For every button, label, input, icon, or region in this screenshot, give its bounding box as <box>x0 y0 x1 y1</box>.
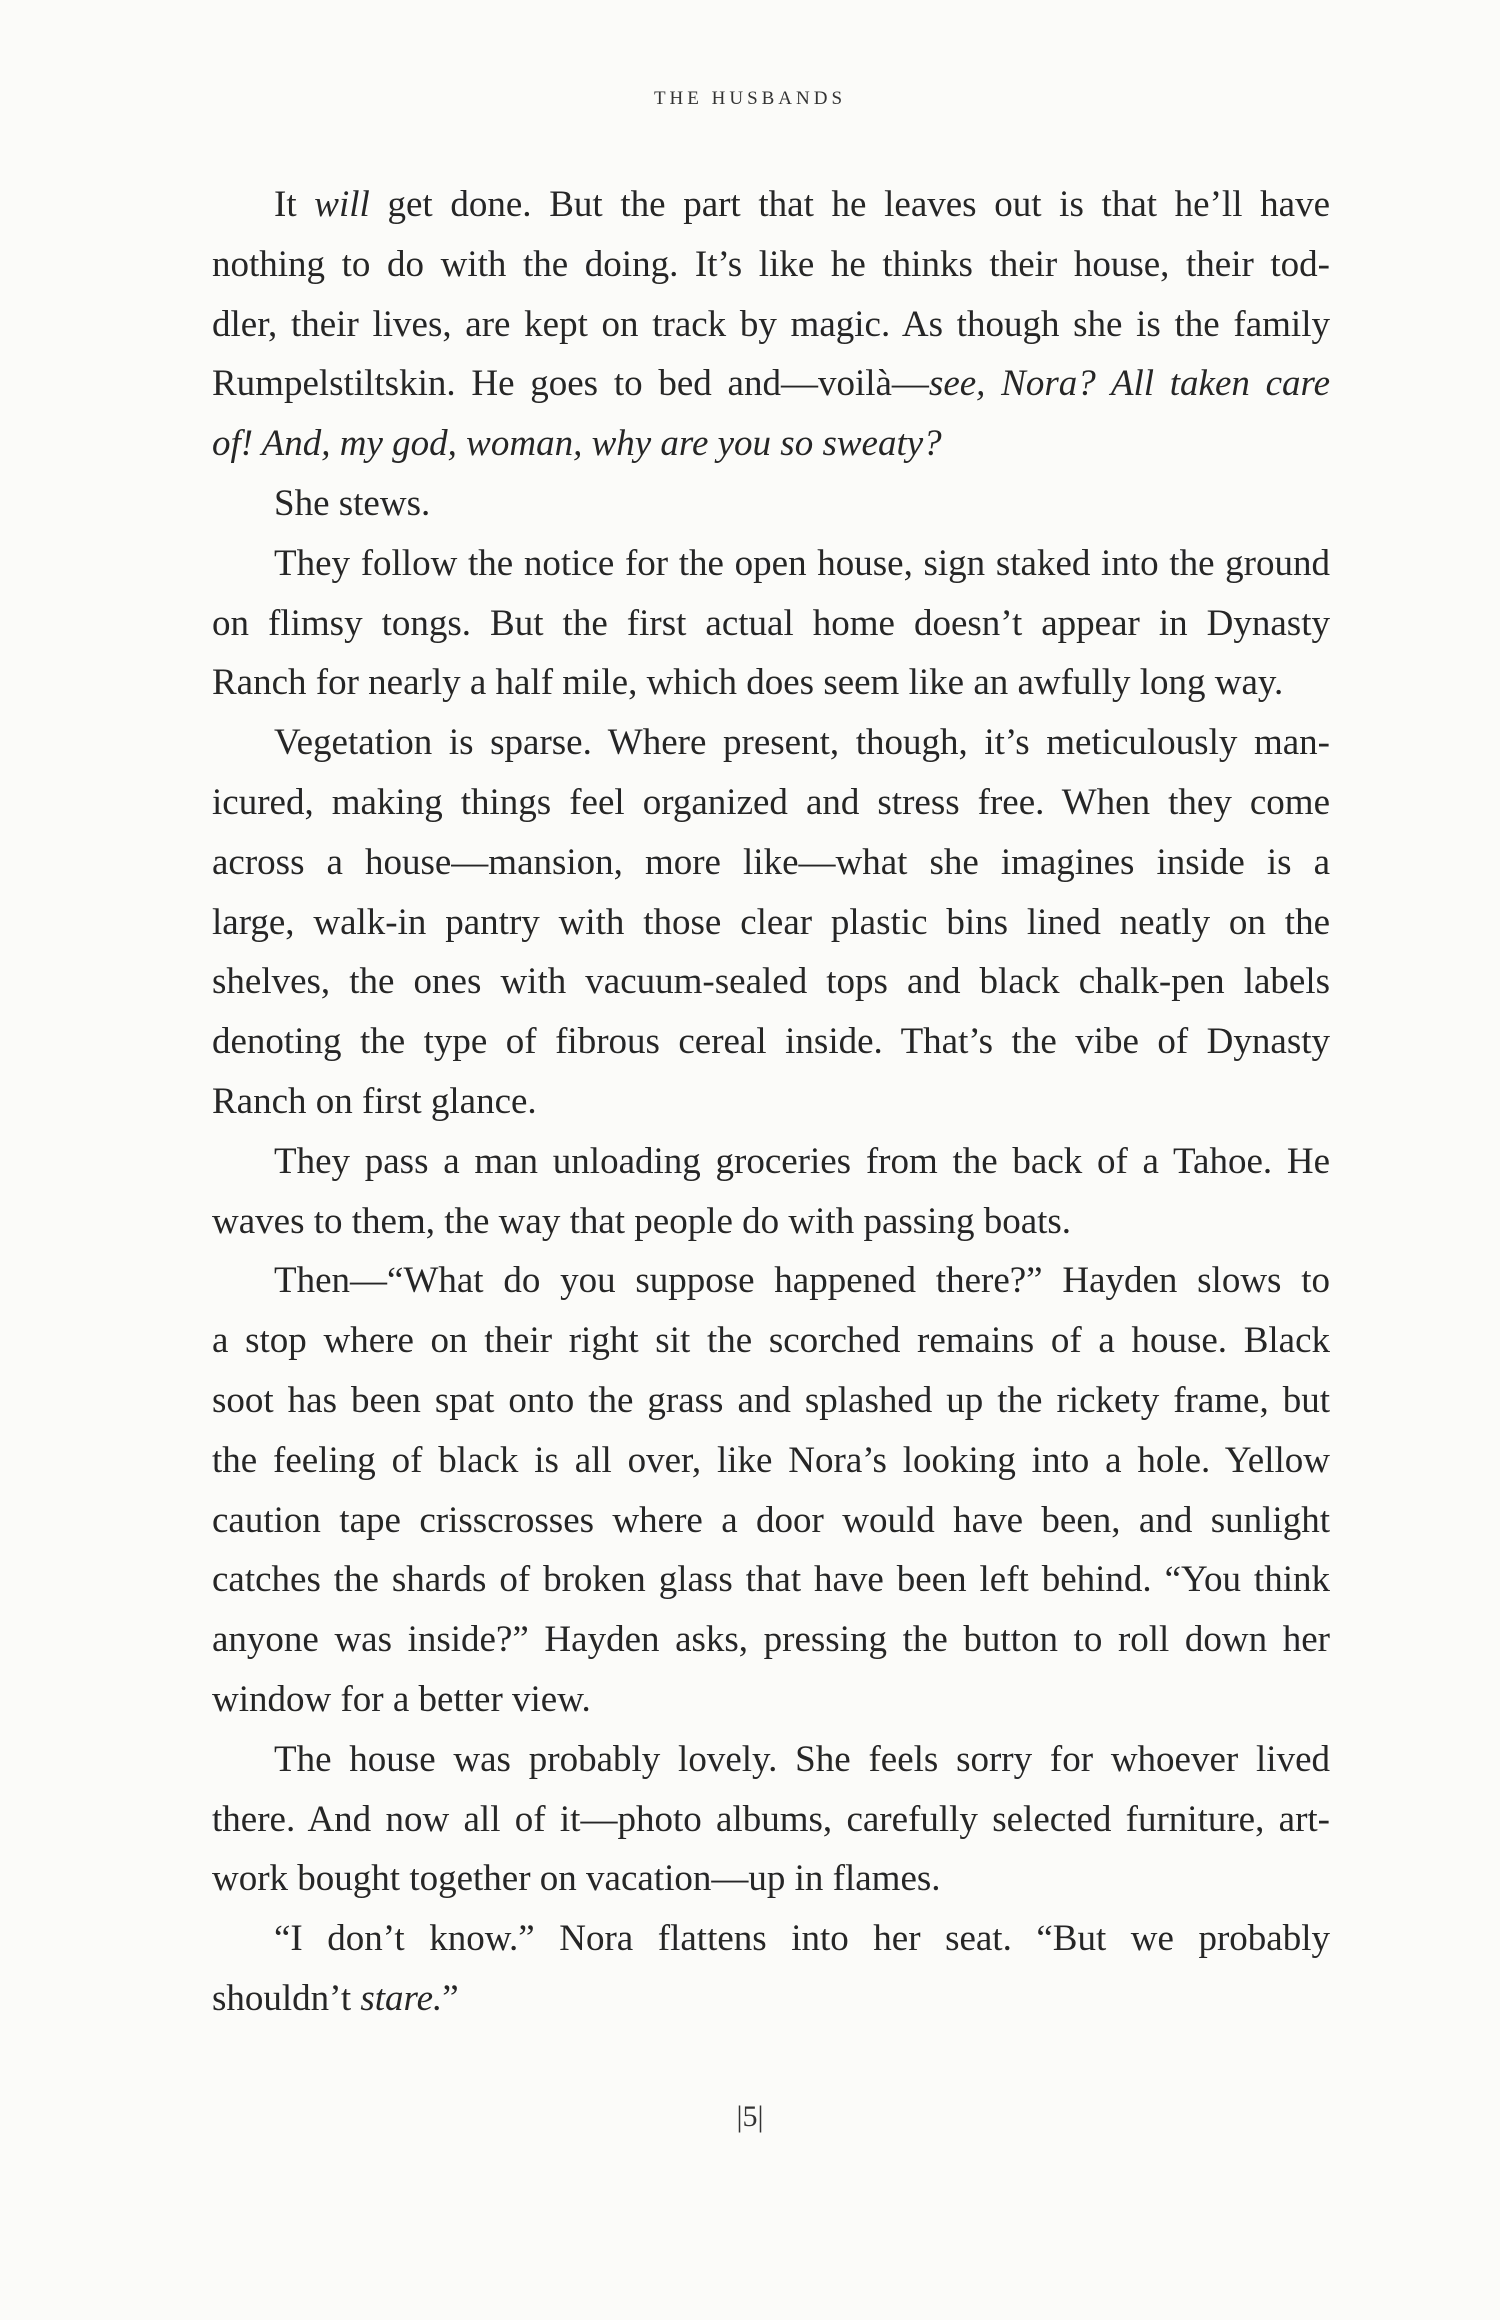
text-segment: “I don’t know.” Nora flattens into her seat. “But we probably <box>274 1918 1330 1960</box>
italic-text: will <box>314 184 370 225</box>
text-line <box>212 1849 1330 1909</box>
text-line <box>212 1431 1330 1491</box>
text-segment: across a house—mansion, more like—what she imagines inside is a <box>212 841 1330 883</box>
text-segment: Ranch for nearly a half mile, which does seem like an awfully long way. <box>212 662 1284 704</box>
text-segment: They pass a man unloading groceries from the back of a Tahoe. He <box>274 1140 1330 1182</box>
text-line <box>212 1072 1330 1132</box>
text-segment: get done. But the part that he leaves out is that he’ll have <box>369 184 1331 225</box>
text-line <box>212 1192 1330 1252</box>
text-segment: on flimsy tongs. But the first actual home doesn’t appear in Dynasty <box>212 602 1330 644</box>
text-segment: work bought together on vacation—up in flames. <box>212 1858 941 1900</box>
text-line <box>212 295 1330 355</box>
text-segment: nothing to do with the doing. It’s like he thinks their house, their tod- <box>212 243 1330 285</box>
text-segment: The house was probably lovely. She feels sorry for whoever lived <box>274 1738 1330 1780</box>
page-number: |5| <box>736 2100 764 2133</box>
text-segment: They follow the notice for the open house, sign staked into the ground <box>274 542 1330 584</box>
text-line <box>212 773 1330 833</box>
text-segment: a stop where on their right sit the scorched remains of a house. Black <box>212 1320 1330 1362</box>
text-segment: waves to them, the way that people do with passing boats. <box>212 1200 1072 1242</box>
text-segment: Vegetation is sparse. Where present, though, it’s meticulously man- <box>274 722 1330 764</box>
text-segment: Rumpelstiltskin. He goes to bed and—voilà— <box>212 363 929 405</box>
text-segment: caution tape crisscrosses where a door would have been, and sunlight <box>212 1499 1330 1541</box>
text-segment: Ranch on first glance. <box>212 1080 537 1122</box>
italic-text: stare. <box>360 1977 443 2019</box>
text-line <box>212 1790 1330 1850</box>
text-line <box>212 1969 1330 2029</box>
text-line <box>212 414 1330 474</box>
text-line <box>212 175 1330 235</box>
text-segment: denoting the type of fibrous cereal inside. That’s the vibe of Dynasty <box>212 1021 1330 1063</box>
italic-text: see, Nora? All taken care <box>928 363 1330 405</box>
text-line <box>212 713 1330 773</box>
text-line <box>212 893 1330 953</box>
text-segment: window for a better view. <box>212 1678 591 1720</box>
text-line <box>212 1311 1330 1371</box>
text-line <box>212 594 1330 654</box>
text-segment: icured, making things feel organized and stress free. When they come <box>212 781 1330 823</box>
text-segment: catches the shards of broken glass that have been left behind. “You think <box>212 1559 1330 1601</box>
text-line <box>212 1251 1330 1311</box>
text-segment: anyone was inside?” Hayden asks, pressing the button to roll down her <box>212 1619 1330 1661</box>
text-segment: Then—“What do you suppose happened there?” Hayden slows to <box>274 1260 1330 1302</box>
text-line <box>212 354 1330 414</box>
text-line <box>212 952 1330 1012</box>
body-text <box>212 175 1330 2029</box>
text-line <box>212 1670 1330 1730</box>
text-segment: soot has been spat onto the grass and splashed up the rickety frame, but <box>212 1379 1330 1421</box>
text-line <box>212 1550 1330 1610</box>
text-line <box>212 534 1330 594</box>
text-segment: dler, their lives, are kept on track by magic. As though she is the family <box>212 303 1330 345</box>
text-line <box>212 1610 1330 1670</box>
text-line <box>212 474 1330 534</box>
text-line <box>212 1132 1330 1192</box>
text-segment: She stews. <box>274 482 431 524</box>
text-line <box>212 1012 1330 1072</box>
text-line <box>212 1730 1330 1790</box>
text-line <box>212 1371 1330 1431</box>
italic-text: of! And, my god, woman, why are you so sweaty? <box>212 423 942 465</box>
text-line <box>212 833 1330 893</box>
text-segment: It <box>274 184 315 225</box>
text-segment: shouldn’t <box>212 1977 361 2019</box>
text-segment: there. And now all of it—photo albums, carefully selected furniture, art- <box>212 1798 1330 1840</box>
text-segment: large, walk-in pantry with those clear plastic bins lined neatly on the <box>212 901 1330 943</box>
text-line <box>212 1909 1330 1969</box>
text-segment: the feeling of black is all over, like Nora’s looking into a hole. Yellow <box>212 1439 1330 1481</box>
text-line <box>212 653 1330 713</box>
text-line <box>212 235 1330 295</box>
text-segment: shelves, the ones with vacuum-sealed tops and black chalk-pen labels <box>212 961 1330 1003</box>
running-head: THE HUSBANDS <box>653 88 847 109</box>
text-line <box>212 1491 1330 1551</box>
text-segment: ” <box>442 1977 459 2019</box>
